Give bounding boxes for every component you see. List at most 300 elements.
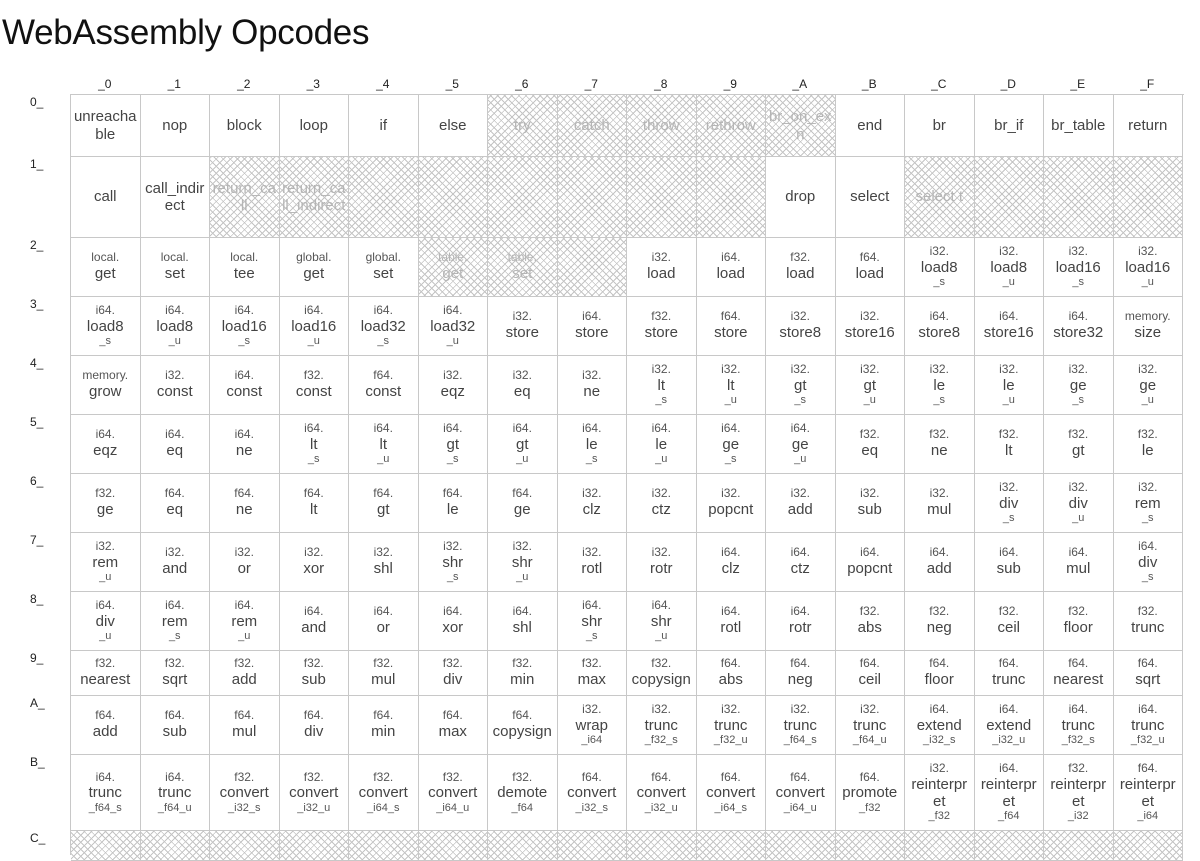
- opcode-cell: [905, 755, 975, 831]
- opcode-prefix: i64.: [165, 303, 185, 318]
- opcode-name: or: [376, 619, 390, 637]
- opcode-prefix: f32.: [1068, 761, 1089, 776]
- opcode-cell-reserved: [1114, 157, 1184, 238]
- opcode-name: popcnt: [708, 501, 754, 519]
- opcode-prefix: i64.: [860, 545, 880, 560]
- opcode-name: ge: [1139, 376, 1157, 394]
- opcode-suffix: _i64_u: [783, 801, 817, 814]
- opcode-name: div: [999, 494, 1019, 512]
- opcode-cell-reserved: [1114, 831, 1184, 861]
- opcode-cell: [419, 356, 489, 415]
- opcode-prefix: f64.: [790, 656, 811, 671]
- opcode-cell: [141, 356, 211, 415]
- opcode-name: br_if: [994, 116, 1024, 134]
- column-header: _2: [237, 77, 251, 91]
- opcode-name: xor: [442, 619, 464, 637]
- opcode-prefix: i64.: [373, 604, 393, 619]
- opcode-cell: [71, 696, 141, 755]
- opcode-cell-reserved: [141, 831, 211, 861]
- opcode-name: set: [373, 265, 394, 283]
- opcode-prefix: f64.: [512, 708, 533, 723]
- opcode-prefix: i32.: [165, 545, 185, 560]
- opcode-name: ge: [1069, 376, 1087, 394]
- opcode-cell: [488, 592, 558, 651]
- column-header: _5: [445, 77, 459, 91]
- opcode-cell: [280, 533, 350, 592]
- opcode-cell: [280, 592, 350, 651]
- opcode-prefix: f32.: [442, 656, 463, 671]
- opcode-cell: [627, 238, 697, 297]
- opcode-cell: [1114, 356, 1184, 415]
- opcode-name: else: [438, 116, 467, 134]
- opcode-prefix: i64.: [999, 761, 1019, 776]
- opcode-cell: [1044, 533, 1114, 592]
- opcode-name: unreachable: [73, 108, 137, 143]
- opcode-cell: [975, 696, 1045, 755]
- opcode-cell: [210, 238, 280, 297]
- opcode-name: ne: [930, 442, 948, 460]
- opcode-cell: [836, 157, 906, 238]
- opcode-cell: [558, 755, 628, 831]
- opcode-cell-reserved: [905, 831, 975, 861]
- opcode-suffix: _i64_s: [367, 801, 400, 814]
- opcode-cell: [488, 474, 558, 533]
- opcode-cell: [419, 297, 489, 356]
- opcode-cell: [71, 415, 141, 474]
- opcode-cell-reserved: [419, 831, 489, 861]
- opcode-cell-reserved: [1044, 157, 1114, 238]
- opcode-cell-reserved: [697, 157, 767, 238]
- opcode-name: le: [1141, 442, 1154, 460]
- opcode-name: gt: [863, 376, 876, 394]
- opcode-name: xor: [303, 560, 325, 578]
- opcode-name: eq: [861, 442, 879, 460]
- opcode-cell: [1044, 238, 1114, 297]
- opcode-cell: [697, 356, 767, 415]
- opcode-suffix: _f64_u: [852, 734, 887, 747]
- opcode-cell: [71, 592, 141, 651]
- opcode-name: load32: [360, 317, 406, 335]
- opcode-cell: [697, 297, 767, 356]
- opcode-prefix: i32.: [443, 539, 463, 554]
- opcode-cell-reserved: [488, 157, 558, 238]
- opcode-prefix: i32.: [929, 486, 949, 501]
- opcode-suffix: _f32: [928, 810, 950, 823]
- opcode-prefix: i32.: [582, 545, 602, 560]
- opcode-name: const: [156, 383, 193, 401]
- opcode-suffix: _s: [99, 335, 112, 348]
- opcode-prefix: global.: [296, 250, 332, 265]
- opcode-name: shr: [442, 553, 464, 571]
- opcode-suffix: _u: [724, 394, 737, 407]
- opcode-cell: [836, 592, 906, 651]
- opcode-prefix: f32.: [95, 486, 116, 501]
- opcode-prefix: f32.: [512, 769, 533, 784]
- opcode-prefix: f64.: [998, 656, 1019, 671]
- opcode-prefix: f64.: [373, 368, 394, 383]
- opcode-name: abs: [718, 671, 743, 689]
- opcode-name: convert: [219, 784, 269, 802]
- column-header: _D: [1000, 77, 1016, 91]
- opcode-name: rem: [231, 612, 258, 630]
- opcode-name: br_on_exn: [768, 108, 832, 143]
- opcode-prefix: i32.: [234, 545, 254, 560]
- opcode-name: lt: [309, 501, 318, 519]
- opcode-prefix: i32.: [929, 362, 949, 377]
- opcode-cell: [419, 474, 489, 533]
- opcode-name: popcnt: [847, 560, 893, 578]
- opcode-suffix: _s: [168, 630, 181, 643]
- opcode-prefix: f32.: [651, 656, 672, 671]
- opcode-name: add: [231, 671, 257, 689]
- opcode-name: eqz: [440, 383, 465, 401]
- opcode-name: rethrow: [705, 116, 756, 134]
- opcode-suffix: _u: [168, 335, 181, 348]
- opcode-cell: [210, 755, 280, 831]
- opcode-prefix: i64.: [790, 604, 810, 619]
- opcode-prefix: f64.: [442, 486, 463, 501]
- opcode-name: store: [505, 324, 539, 342]
- opcode-name: rotr: [789, 619, 812, 637]
- opcode-name: ne: [583, 383, 601, 401]
- opcode-cell: [141, 157, 211, 238]
- opcode-suffix: _u: [655, 630, 668, 643]
- opcode-prefix: i64.: [373, 303, 393, 318]
- opcode-name: le: [655, 435, 668, 453]
- opcode-prefix: f64.: [1137, 761, 1158, 776]
- opcode-name: const: [365, 383, 402, 401]
- opcode-name: rotl: [581, 560, 603, 578]
- opcode-suffix: _u: [446, 335, 459, 348]
- opcode-prefix: f32.: [442, 769, 463, 784]
- opcode-suffix: _u: [516, 453, 529, 466]
- opcode-name: mul: [371, 671, 396, 689]
- opcode-prefix: f64.: [164, 708, 185, 723]
- opcode-name: convert: [706, 784, 756, 802]
- opcode-cell-reserved: [697, 831, 767, 861]
- opcode-name: min: [510, 671, 535, 689]
- opcode-prefix: local.: [230, 250, 259, 265]
- opcode-suffix: _f32_u: [713, 734, 748, 747]
- opcode-prefix: f64.: [373, 486, 394, 501]
- opcode-suffix: _u: [1002, 276, 1015, 289]
- opcode-suffix: _s: [446, 453, 459, 466]
- opcode-cell: [975, 297, 1045, 356]
- opcode-prefix: i32.: [304, 545, 324, 560]
- opcode-name: call: [93, 188, 117, 206]
- opcode-prefix: f32.: [790, 250, 811, 265]
- opcode-prefix: f32.: [929, 427, 950, 442]
- opcode-name: gt: [793, 376, 807, 394]
- row-header: 5_: [30, 415, 44, 429]
- opcode-cell: [905, 533, 975, 592]
- opcode-prefix: i32.: [373, 545, 393, 560]
- opcode-cell: [766, 356, 836, 415]
- opcode-name: sqrt: [162, 671, 188, 689]
- opcode-prefix: f32.: [512, 656, 533, 671]
- opcode-prefix: i64.: [165, 427, 185, 442]
- opcode-cell: [766, 297, 836, 356]
- opcode-cell: [210, 297, 280, 356]
- opcode-prefix: local.: [160, 250, 189, 265]
- opcode-name: convert: [775, 784, 825, 802]
- opcode-suffix: _s: [933, 394, 946, 407]
- opcode-name: sub: [857, 501, 882, 519]
- opcode-prefix: i32.: [582, 368, 602, 383]
- opcode-name: min: [371, 723, 396, 741]
- opcode-suffix: _u: [1002, 394, 1015, 407]
- opcode-cell: [1044, 755, 1114, 831]
- row-header: A_: [30, 696, 45, 710]
- opcode-suffix: _i64_s: [714, 801, 747, 814]
- opcode-suffix: _i32_u: [992, 734, 1026, 747]
- opcode-cell-reserved: [558, 157, 628, 238]
- opcode-cell: [627, 755, 697, 831]
- opcode-prefix: i64.: [512, 421, 532, 436]
- opcode-name: grow: [88, 383, 122, 401]
- opcode-cell: [905, 651, 975, 696]
- opcode-cell-reserved: [627, 95, 697, 157]
- opcode-name: try: [513, 116, 531, 134]
- opcode-cell: [488, 755, 558, 831]
- opcode-prefix: i64.: [443, 604, 463, 619]
- opcode-suffix: _s: [1141, 571, 1154, 584]
- opcode-cell: [627, 696, 697, 755]
- opcode-prefix: i64.: [95, 598, 115, 613]
- opcode-cell-reserved: [1044, 831, 1114, 861]
- opcode-name: floor: [924, 671, 954, 689]
- opcode-cell-reserved: [349, 157, 419, 238]
- opcode-prefix: i32.: [721, 486, 741, 501]
- opcode-cell: [975, 95, 1045, 157]
- opcode-name: store: [714, 324, 748, 342]
- opcode-name: get: [303, 265, 325, 283]
- column-header: _8: [654, 77, 668, 91]
- opcode-prefix: i64.: [929, 702, 949, 717]
- opcode-cell: [141, 238, 211, 297]
- opcode-prefix: i64.: [95, 303, 115, 318]
- opcode-cell: [905, 95, 975, 157]
- opcode-name: get: [442, 265, 464, 283]
- opcode-cell: [1114, 651, 1184, 696]
- opcode-cell: [349, 755, 419, 831]
- opcode-prefix: i64.: [721, 604, 741, 619]
- opcode-suffix: _i64: [581, 734, 603, 747]
- opcode-prefix: i64.: [443, 421, 463, 436]
- opcode-prefix: i64.: [999, 702, 1019, 717]
- opcode-name: reinterpret: [980, 775, 1037, 811]
- opcode-suffix: _i32_s: [228, 801, 261, 814]
- opcode-prefix: f32.: [1137, 427, 1158, 442]
- opcode-cell: [558, 696, 628, 755]
- opcode-name: store: [644, 324, 678, 342]
- opcode-cell-reserved: [419, 238, 489, 297]
- opcode-name: ceil: [997, 619, 1020, 637]
- opcode-cell: [766, 696, 836, 755]
- opcode-name: load8: [86, 317, 124, 335]
- opcode-cell: [766, 415, 836, 474]
- opcode-name: get: [94, 265, 116, 283]
- opcode-prefix: f32.: [1068, 604, 1089, 619]
- opcode-cell: [280, 95, 350, 157]
- opcode-prefix: f64.: [1137, 656, 1158, 671]
- opcode-suffix: _i32_u: [644, 801, 678, 814]
- opcode-cell: [766, 533, 836, 592]
- opcode-prefix: f64.: [651, 769, 672, 784]
- opcode-name: load8: [920, 258, 958, 276]
- opcode-name: eq: [166, 501, 184, 519]
- opcode-name: extend: [986, 716, 1032, 734]
- opcode-cell: [488, 696, 558, 755]
- opcode-name: wrap: [575, 716, 608, 734]
- opcode-prefix: i32.: [651, 362, 671, 377]
- opcode-suffix: _s: [1141, 512, 1154, 525]
- opcode-name: trunc: [88, 784, 122, 802]
- opcode-cell: [141, 415, 211, 474]
- opcode-cell: [71, 297, 141, 356]
- opcode-name: load16: [221, 317, 267, 335]
- opcode-cell-reserved: [349, 831, 419, 861]
- opcode-prefix: i64.: [651, 598, 671, 613]
- opcode-prefix: f32.: [998, 604, 1019, 619]
- opcode-name: if: [379, 116, 387, 134]
- opcode-prefix: i64.: [1068, 309, 1088, 324]
- opcode-suffix: _f32_s: [1061, 734, 1095, 747]
- opcode-prefix: i64.: [373, 421, 393, 436]
- opcode-name: return_call_indirect: [282, 179, 346, 214]
- opcode-cell: [697, 755, 767, 831]
- opcode-name: load: [786, 265, 815, 283]
- opcode-cell: [836, 533, 906, 592]
- opcode-name: nearest: [80, 671, 131, 689]
- opcode-prefix: i64.: [443, 303, 463, 318]
- opcode-cell: [1114, 533, 1184, 592]
- opcode-cell: [71, 356, 141, 415]
- opcode-prefix: i64.: [929, 545, 949, 560]
- opcode-name: store: [575, 324, 609, 342]
- opcode-cell-reserved: [627, 831, 697, 861]
- opcode-name: and: [162, 560, 188, 578]
- opcode-cell: [280, 415, 350, 474]
- opcode-cell: [627, 533, 697, 592]
- opcode-cell: [1114, 238, 1184, 297]
- opcode-prefix: global.: [365, 250, 401, 265]
- opcode-prefix: f32.: [929, 604, 950, 619]
- opcode-cell: [766, 651, 836, 696]
- opcode-name: gt: [376, 501, 390, 519]
- opcode-prefix: f64.: [859, 656, 880, 671]
- opcode-name: reinterpret: [1119, 775, 1176, 811]
- opcode-suffix: _u: [516, 571, 529, 584]
- opcode-prefix: i64.: [721, 421, 741, 436]
- opcode-cell: [558, 415, 628, 474]
- opcode-suffix: _s: [446, 571, 459, 584]
- opcode-cell: [836, 651, 906, 696]
- opcode-name: add: [787, 501, 813, 519]
- opcode-cell: [349, 95, 419, 157]
- opcode-cell: [349, 356, 419, 415]
- opcode-name: return_call: [212, 179, 276, 214]
- opcode-cell: [419, 592, 489, 651]
- opcode-name: div: [1068, 494, 1088, 512]
- opcode-name: ge: [791, 435, 809, 453]
- opcode-name: copysign: [631, 671, 691, 689]
- column-header: _7: [584, 77, 598, 91]
- opcode-prefix: f64.: [164, 486, 185, 501]
- opcode-name: trunc: [853, 716, 887, 734]
- opcode-name: clz: [582, 501, 601, 519]
- opcode-name: shr: [581, 612, 603, 630]
- opcode-cell: [210, 651, 280, 696]
- opcode-cell: [1114, 755, 1184, 831]
- opcode-suffix: _s: [1072, 394, 1085, 407]
- opcode-suffix: _s: [794, 394, 807, 407]
- opcode-name: clz: [721, 560, 740, 578]
- opcode-suffix: _u: [863, 394, 876, 407]
- opcode-prefix: i32.: [1068, 480, 1088, 495]
- opcode-prefix: f64.: [720, 309, 741, 324]
- opcode-name: trunc: [1061, 716, 1095, 734]
- opcode-name: nearest: [1053, 671, 1104, 689]
- opcode-cell-reserved: [975, 831, 1045, 861]
- opcode-cell: [697, 533, 767, 592]
- opcode-name: ge: [96, 501, 114, 519]
- opcode-cell: [1114, 592, 1184, 651]
- opcode-prefix: f64.: [859, 250, 880, 265]
- row-header: 1_: [30, 157, 44, 171]
- opcode-prefix: i64.: [234, 427, 254, 442]
- opcode-prefix: i64.: [582, 598, 602, 613]
- opcode-cell-reserved: [975, 157, 1045, 238]
- opcode-prefix: i32.: [1138, 362, 1158, 377]
- opcode-name: throw: [642, 116, 680, 134]
- column-header: _4: [376, 77, 390, 91]
- column-header: _F: [1140, 77, 1155, 91]
- row-header: 7_: [30, 533, 44, 547]
- opcode-prefix: i32.: [790, 702, 810, 717]
- opcode-name: convert: [567, 784, 617, 802]
- opcode-prefix: i32.: [860, 702, 880, 717]
- opcode-cell: [210, 356, 280, 415]
- opcode-name: div: [95, 612, 115, 630]
- opcode-prefix: f32.: [303, 769, 324, 784]
- opcode-name: trunc: [714, 716, 748, 734]
- opcode-name: lt: [657, 376, 665, 394]
- opcode-name: store16: [844, 324, 895, 342]
- opcode-cell-reserved: [280, 831, 350, 861]
- opcode-name: trunc: [158, 784, 192, 802]
- opcode-cell: [975, 474, 1045, 533]
- opcode-name: drop: [785, 188, 816, 206]
- opcode-name: ge: [722, 435, 740, 453]
- opcode-prefix: i32.: [999, 362, 1019, 377]
- opcode-prefix: i64.: [651, 421, 671, 436]
- opcode-prefix: local.: [91, 250, 120, 265]
- opcode-cell: [697, 415, 767, 474]
- opcode-name: rotl: [720, 619, 742, 637]
- opcode-prefix: i32.: [721, 702, 741, 717]
- opcode-cell: [210, 696, 280, 755]
- opcode-prefix: i64.: [582, 309, 602, 324]
- opcode-prefix: i64.: [721, 545, 741, 560]
- opcode-prefix: i32.: [860, 362, 880, 377]
- opcode-name: neg: [926, 619, 952, 637]
- opcode-name: const: [295, 383, 332, 401]
- opcode-cell: [905, 696, 975, 755]
- opcode-prefix: i64.: [234, 368, 254, 383]
- opcode-cell: [419, 755, 489, 831]
- opcode-cell: [905, 356, 975, 415]
